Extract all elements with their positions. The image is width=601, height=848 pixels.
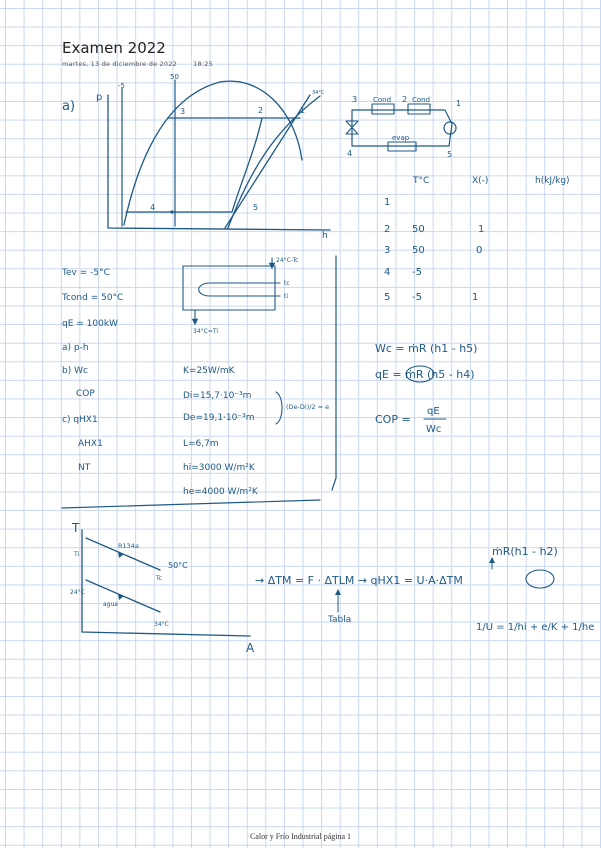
main-eq: → ΔTM = F · ΔTLM → qHX1 = U·A·ΔTM xyxy=(255,574,463,587)
ph-point-4: 4 xyxy=(150,203,156,212)
ta-label-50: 50°C xyxy=(168,561,188,570)
part-a-label: a) xyxy=(62,99,76,114)
param-item: L=6,7m xyxy=(183,439,219,449)
cycle-schematic xyxy=(346,95,461,159)
main-equation xyxy=(255,545,594,633)
table-row-t: -5 xyxy=(412,292,422,303)
date-text: martes, 13 de diciembre de 2022 xyxy=(62,60,177,68)
cycle-node-4: 4 xyxy=(347,149,353,158)
ta-label-34: 34°C xyxy=(154,621,169,628)
ph-iso-50: 50 xyxy=(170,73,179,81)
given-item: c) qHX1 xyxy=(62,415,98,425)
table-row-x: 1 xyxy=(472,292,479,303)
time-text: 18:25 xyxy=(193,60,213,68)
given-item: b) Wc xyxy=(62,366,88,376)
ta-label-tc: Tc xyxy=(156,575,162,582)
given-item: Tcond = 50°C xyxy=(62,293,124,303)
ph-point-2: 2 xyxy=(258,106,264,115)
ph-point-5: 5 xyxy=(253,203,259,212)
u-equation: 1/U = 1/hi + e/K + 1/he xyxy=(476,622,595,633)
page-footer: Calor y Frío Industrial página 1 xyxy=(249,832,352,841)
param-item: hi=3000 W/m²K xyxy=(183,463,255,473)
ph-point-1: 1 xyxy=(300,106,306,115)
table-row-pt: 2 xyxy=(384,224,391,235)
table-row-t: 50 xyxy=(412,224,425,235)
formula-qe: qE = ṁR (h5 - h4) xyxy=(375,368,475,381)
given-item: qE = 100kW xyxy=(62,319,118,329)
cycle-cond2-label: Cond xyxy=(412,96,431,104)
horizontal-divider xyxy=(62,500,320,508)
table-row-t: -5 xyxy=(412,267,422,278)
table-row-t: 50 xyxy=(412,245,425,256)
given-item: NT xyxy=(78,463,91,473)
param-thickness: (De-Di)/2 = e xyxy=(286,403,330,411)
formula-cop: COP = xyxy=(375,413,411,426)
table-row-pt: 1 xyxy=(384,197,391,208)
cycle-cond-label: Cond xyxy=(373,96,392,104)
hx-sketch xyxy=(183,257,298,335)
hx-label-in: 24°C-Tc xyxy=(276,257,299,264)
ph-point-3: 3 xyxy=(180,107,186,116)
table-row-pt: 3 xyxy=(384,245,391,256)
ta-label-ti: Ti xyxy=(74,551,80,558)
param-item: Di=15,7·10⁻³m xyxy=(183,391,252,401)
main-eq-tabla: Tabla xyxy=(328,615,352,625)
formula-wc: Wc = ṁR (h1 - h5) xyxy=(375,342,478,355)
ph-iso-sat: 34°C xyxy=(312,90,325,96)
ph-iso-minus5: -5 xyxy=(118,82,125,90)
table-row-x: 0 xyxy=(476,245,483,256)
ta-label-24: 24°C xyxy=(70,589,85,596)
given-item: COP xyxy=(76,389,95,399)
cycle-evap-label: evap xyxy=(392,134,410,142)
param-item: De=19,1·10⁻³m xyxy=(183,413,255,423)
givens-list xyxy=(61,268,123,473)
hx-label-ti: ti xyxy=(284,293,289,300)
main-eq-top: ṁR(h1 - h2) xyxy=(492,545,558,558)
state-table xyxy=(384,176,570,303)
cycle-node-5: 5 xyxy=(447,150,453,159)
formula-cop-den: Wc xyxy=(426,424,442,435)
table-row-x: 1 xyxy=(478,224,485,235)
page-title: Examen 2022 xyxy=(62,39,166,57)
table-header-x: X(-) xyxy=(472,176,489,186)
ph-axis-h: h xyxy=(322,231,328,241)
cycle-node-1: 1 xyxy=(456,99,462,108)
table-header-t: T°C xyxy=(413,176,430,186)
hx-label-tc: tc xyxy=(284,280,290,287)
ph-axis-p: p xyxy=(96,92,103,103)
param-item: K=25W/mK xyxy=(183,366,235,376)
given-item: Tev = -5°C xyxy=(62,268,110,278)
vertical-divider xyxy=(332,256,336,490)
formulas-right xyxy=(375,342,477,435)
ta-axis-t: T xyxy=(72,521,80,535)
table-row-pt: 4 xyxy=(384,267,391,278)
ta-axis-a: A xyxy=(246,641,255,655)
given-item: a) p-h xyxy=(62,343,89,353)
formula-cop-num: qE xyxy=(427,406,440,417)
ta-label-r134: R134a xyxy=(118,542,139,550)
cycle-node-3: 3 xyxy=(352,95,358,104)
given-item: AHX1 xyxy=(78,439,103,449)
table-header-h: h(kJ/kg) xyxy=(535,176,570,186)
param-item: he=4000 W/m²K xyxy=(183,487,258,497)
hx-label-out: 34°C=Ti xyxy=(193,328,218,335)
ta-diagram xyxy=(70,521,255,655)
ta-label-agua: agua xyxy=(103,601,118,608)
cycle-node-2: 2 xyxy=(402,95,408,104)
table-row-pt: 5 xyxy=(384,292,391,303)
ph-diagram xyxy=(62,73,330,241)
params-list xyxy=(183,366,329,497)
